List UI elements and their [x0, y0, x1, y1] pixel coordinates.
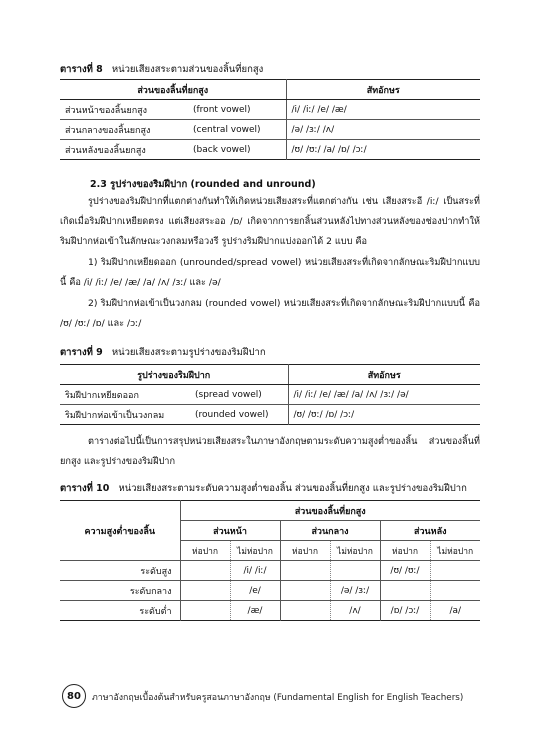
table10: [60, 500, 480, 621]
cell: [430, 561, 480, 581]
cell: /e/: [230, 581, 280, 601]
row-english: (central vowel): [188, 120, 286, 140]
cell: /a/: [430, 601, 480, 621]
table10-grouphead: ส่วนของลิ้นที่ยกสูง: [180, 501, 480, 521]
row-thai: ส่วนหลังของลิ้นยกสูง: [60, 140, 188, 160]
row-symbols: /ə/ /ɜː/ /ʌ/: [286, 120, 480, 140]
cell: [180, 581, 230, 601]
cell: /ə/ /ɜː/: [330, 581, 380, 601]
section-paragraph-1: รูปร่างของริมฝีปากที่แตกต่างกันทำให้เกิดหน่วยเสียงสระที่แตกต่างกัน เช่น เสียงสระอี /iː/ เป็นสระที่เกิดเมื่อริมฝีปากเหยียดตรง แต่เสียงสระออ /ɒ/ เกิดจากการยกลิ้นส่วนหลังไปทางส่วนหลังของช่องปากทำให้ริมฝีปากห่อเข้าในลักษณะวงกลมหรือวงรี รูปร่างริมฝีปากแบ่งออกได้ 2 แบบ คือ: [60, 196, 480, 247]
table-row: [60, 601, 480, 621]
row-thai: ริมฝีปากเหยียดออก: [65, 390, 139, 401]
table-row: [60, 385, 480, 405]
subhead-round: ห่อปาก: [380, 541, 430, 561]
table9: [60, 364, 480, 425]
summary-paragraph: ตารางต่อไปนี้เป็นการสรุปหน่วยเสียงสระในภาษาอังกฤษตามระดับความสูงต่ำของลิ้น ส่วนของลิ้นที่ยกสูง และรูปร่างของริมฝีปาก: [60, 436, 480, 467]
table8-caption: [60, 62, 263, 77]
table9-title: หน่วยเสียงสระตามรูปร่างของริมฝีปาก: [111, 347, 266, 358]
running-footer: ภาษาอังกฤษเบื้องต้นสำหรับครูสอนภาษาอังกฤษ (Fundamental English for English Teachers): [92, 693, 464, 703]
row-symbols: /i/ /iː/ /e/ /æ/: [286, 100, 480, 120]
cell: [380, 581, 430, 601]
section-paragraph-2: 1) ริมฝีปากเหยียดออก (unrounded/spread vowel) หน่วยเสียงสระที่เกิดจากลักษณะริมฝีปากแบบนี้ คือ /i/ /iː/ /e/ /æ/ /a/ /ʌ/ /ɜː/ และ /ə/: [60, 257, 480, 288]
section-paragraph-3: 2) ริมฝีปากห่อเข้าเป็นวงกลม (rounded vowel) หน่วยเสียงสระที่เกิดจากลักษณะริมฝีปากแบบนี้ คือ /ʊ/ /ʊː/ /ɒ/ และ /ɔː/: [60, 298, 480, 329]
row-english: (spread vowel): [195, 389, 262, 400]
subhead-unround: ไม่ห่อปาก: [330, 541, 380, 561]
table10-group-central: ส่วนกลาง: [280, 521, 380, 541]
cell: /i/ /iː/: [230, 561, 280, 581]
row-label: ระดับต่ำ: [60, 601, 180, 621]
subhead-unround: ไม่ห่อปาก: [230, 541, 280, 561]
subhead-unround: ไม่ห่อปาก: [430, 541, 480, 561]
row-label: ระดับสูง: [140, 566, 172, 577]
subhead-round: ห่อปาก: [280, 541, 330, 561]
subhead-round: ห่อปาก: [180, 541, 230, 561]
table-row: [60, 100, 480, 120]
table-row: [60, 581, 480, 601]
row-thai: ส่วนหน้าของลิ้นยกสูง: [65, 105, 148, 116]
row-thai: ริมฝีปากห่อเข้าเป็นวงกลม: [60, 405, 190, 425]
cell: /ɒ/ /ɔː/: [380, 601, 430, 621]
table9-col1: รูปร่างของริมฝีปาก: [60, 365, 288, 385]
table-row: [60, 561, 480, 581]
page-number-text: 80: [67, 690, 81, 702]
table8: [60, 79, 480, 160]
table-row: [60, 120, 480, 140]
section-heading: 2.3 รูปร่างของริมฝีปาก (rounded and unround): [90, 179, 316, 190]
cell: [180, 561, 230, 581]
page-number: [62, 684, 86, 708]
cell: [280, 561, 330, 581]
table-row: [60, 405, 480, 425]
row-symbols: /ʊ/ /ʊː/ /a/ /ɒ/ /ɔː/: [286, 140, 480, 160]
cell: [430, 581, 480, 601]
table-row: [60, 140, 480, 160]
table8-col2: สัทอักษร: [286, 80, 480, 100]
row-english: (rounded vowel): [190, 405, 288, 425]
row-english: (front vowel): [193, 104, 251, 115]
row-label: ระดับกลาง: [60, 581, 180, 601]
table9-col2: สัทอักษร: [288, 365, 480, 385]
table10-group-front: ส่วนหน้า: [180, 521, 280, 541]
row-english: (back vowel): [188, 140, 286, 160]
table10-title: หน่วยเสียงสระตามระดับความสูงต่ำของลิ้น ส่วนของลิ้นที่ยกสูง และรูปร่างของริมฝีปาก: [118, 483, 467, 494]
cell: [280, 581, 330, 601]
cell: [280, 601, 330, 621]
table8-label: ตารางที่ 8: [60, 64, 103, 75]
cell: /æ/: [230, 601, 280, 621]
table10-caption: [60, 481, 467, 496]
table10-group-back: ส่วนหลัง: [380, 521, 480, 541]
table9-label: ตารางที่ 9: [60, 347, 103, 358]
cell: /ʊ/ /ʊː/: [380, 561, 430, 581]
cell: [330, 561, 380, 581]
table8-title: หน่วยเสียงสระตามส่วนของลิ้นที่ยกสูง: [111, 64, 264, 75]
table10-label: ตารางที่ 10: [60, 483, 110, 494]
table8-col1: ส่วนของลิ้นที่ยกสูง: [60, 80, 286, 100]
row-symbols: /ʊ/ /ʊː/ /ɒ/ /ɔː/: [288, 405, 480, 425]
table10-rowhead: ความสูงต่ำของลิ้น: [60, 501, 180, 561]
row-thai: ส่วนกลางของลิ้นยกสูง: [60, 120, 188, 140]
table9-caption: [60, 345, 266, 360]
cell: /ʌ/: [330, 601, 380, 621]
row-symbols: /i/ /iː/ /e/ /æ/ /a/ /ʌ/ /ɜː/ /ə/: [288, 385, 480, 405]
cell: [180, 601, 230, 621]
